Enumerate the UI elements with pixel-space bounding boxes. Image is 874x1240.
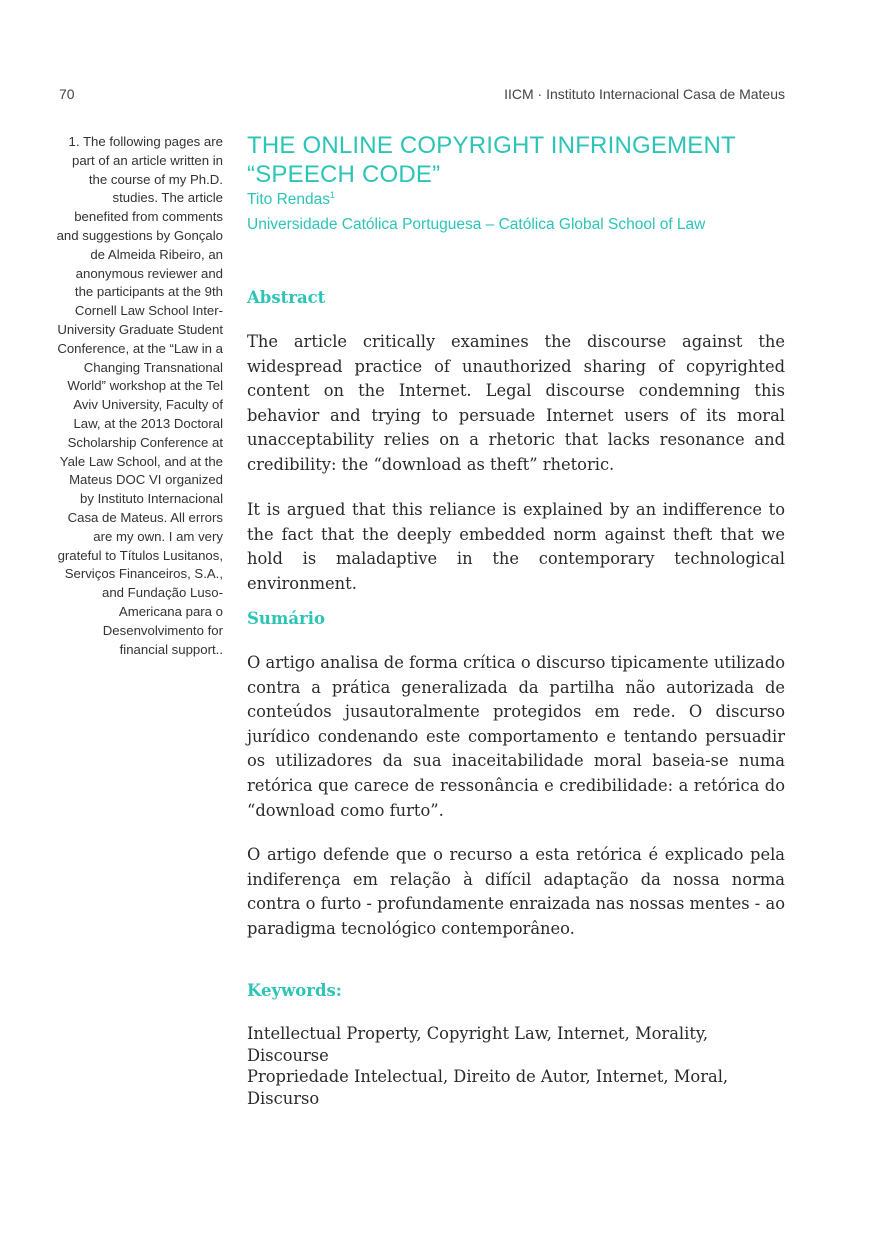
author-affiliation: Universidade Católica Portuguesa – Católica Global School of Law (247, 216, 706, 233)
article-title: THE ONLINE COPYRIGHT INFRINGEMENT “SPEECH CODE” (247, 132, 736, 188)
author-line (247, 190, 335, 209)
abstract-heading: Abstract (247, 288, 326, 307)
footnote-mark: 1 (330, 190, 336, 200)
abstract-paragraph-2: It is argued that this reliance is explained by an indifference to the fact that the deeply embedded norm against theft that we hold is maladaptive in the contemporary technological environment. (247, 500, 785, 593)
running-header-journal: IICM · Instituto Internacional Casa de Mateus (504, 86, 785, 102)
abstract-paragraph-1: The article critically examines the discourse against the widespread practice of unauthorized sharing of copyrighted content on the Internet. Legal discourse condemning this behavior and trying to persuade Internet users of its moral unacceptability relies on a rhetoric that lacks resonance and credibility: the “download as theft” rhetoric. (247, 332, 785, 474)
keywords-heading: Keywords: (247, 981, 342, 1000)
sumario-paragraph-1: O artigo analisa de forma crítica o discurso tipicamente utilizado contra a prática generalizada da partilha não autorizada de conteúdos jusautoralmente protegidos em rede. O discurso jurídico condenando este comportamento e tentando persuadir os utilizadores da sua inaceitabilidade moral baseia-se numa retórica que carece de ressonância e credibilidade: a retórica do “download como furto”. (247, 653, 785, 820)
keywords-english: Intellectual Property, Copyright Law, Internet, Morality, Discourse (247, 1024, 709, 1065)
author-name: Tito Rendas (247, 191, 330, 209)
keywords-portuguese: Propriedade Intelectual, Direito de Autor, Internet, Moral, Discurso (247, 1067, 729, 1108)
page-number: 70 (59, 86, 75, 102)
footnote: 1. The following pages are part of an article written in the course of my Ph.D. studies. The article benefited from comments and suggestions by Gonçalo de Almeida Ribeiro, an anonymous reviewer and the participants at the 9th Cornell Law School Inter-University Graduate Student Conference, at the “Law in a Changing Transnational World” workshop at the Tel Aviv University, Faculty of Law, at the 2013 Doctoral Scholarship Conference at Yale Law School, and at the Mateus DOC VI organized by Instituto Internacional Casa de Mateus. All errors are my own. I am very grateful to Títulos Lusitanos, Serviços Financeiros, S.A., and Fundação Luso-Americana para o Desenvolvimento for financial support.. (56, 134, 223, 657)
sumario-paragraph-2: O artigo defende que o recurso a esta retórica é explicado pela indiferença em relação à difícil adaptação da nossa norma contra o furto - profundamente enraizada nas nossas mentes - ao paradigma tecnológico contemporâneo. (247, 845, 785, 938)
sumario-heading: Sumário (247, 609, 326, 628)
